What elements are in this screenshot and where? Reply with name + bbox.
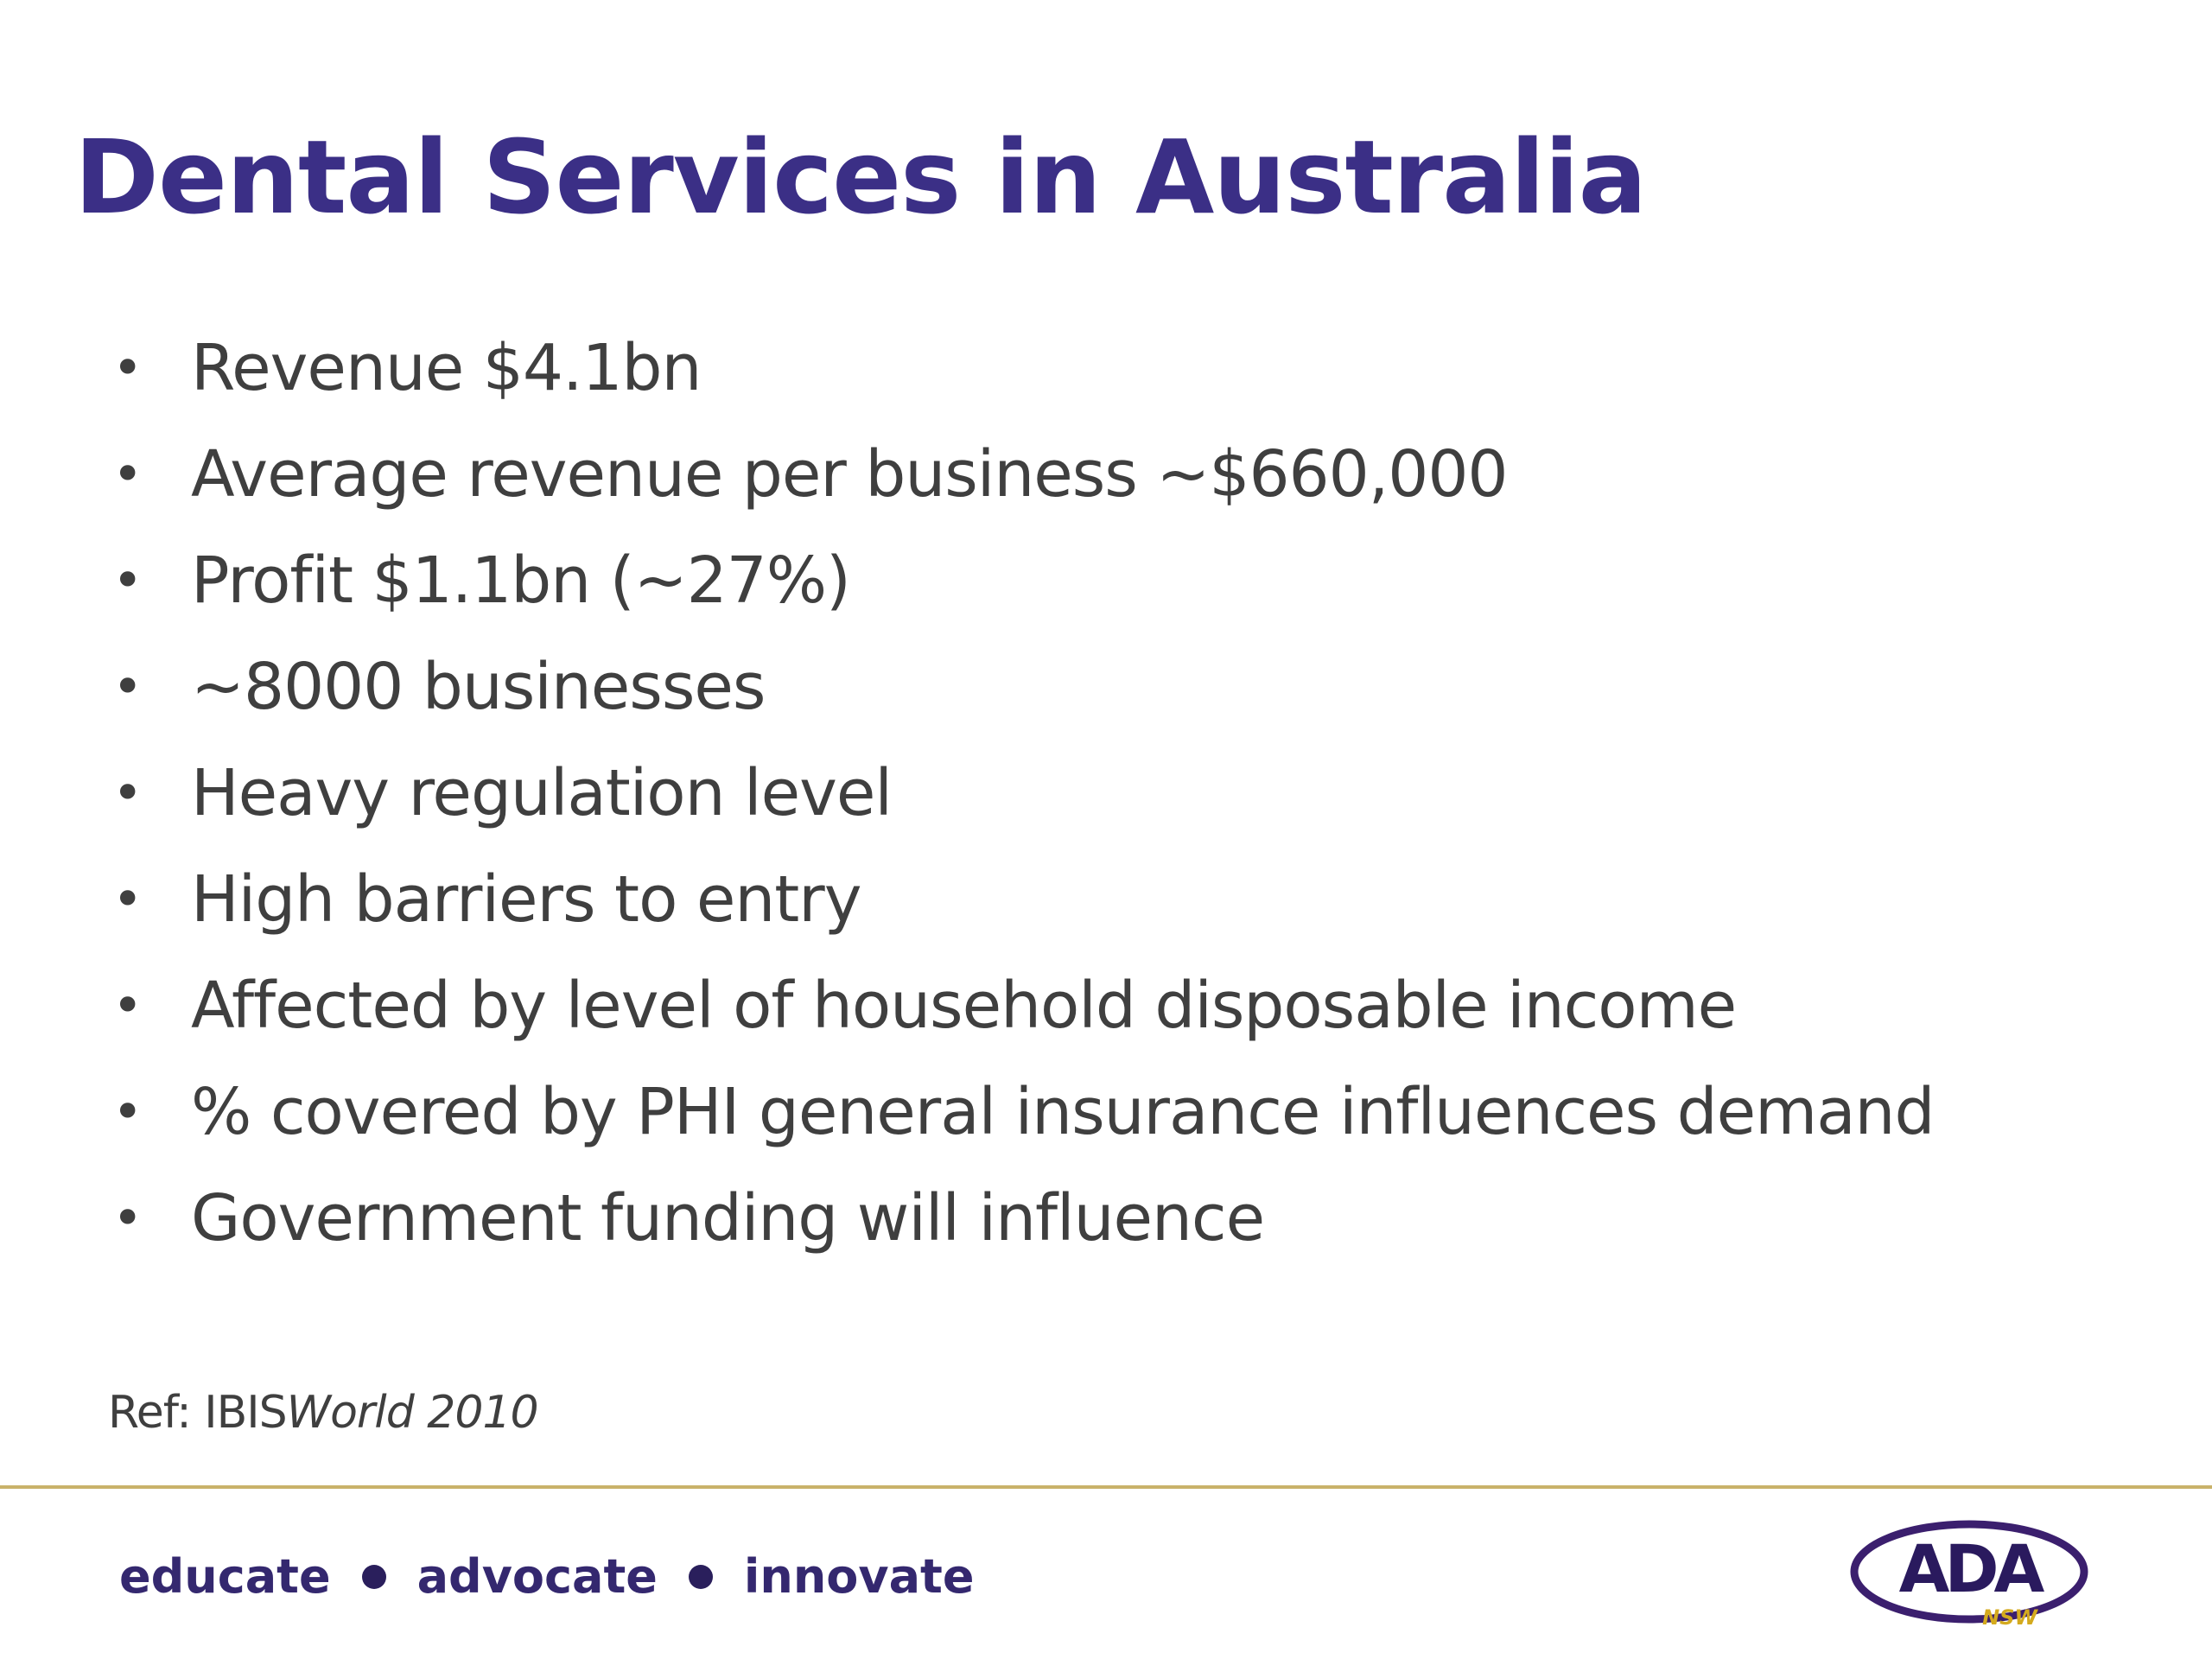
ada-nsw-logo xyxy=(1847,1517,2091,1630)
bullet-text: ~8000 businesses xyxy=(191,650,766,724)
reference-italic: World 2010 xyxy=(286,1387,538,1439)
bullet-text: % covered by PHI general insurance influences demand xyxy=(191,1075,1935,1149)
bullet-text: Heavy regulation level xyxy=(191,756,892,830)
reference-note xyxy=(108,1382,538,1443)
tagline-educate: educate xyxy=(119,1549,331,1604)
separator-dot-icon xyxy=(362,1565,386,1589)
bullet-dot-icon: • xyxy=(112,657,143,717)
footer-divider xyxy=(0,1485,2212,1489)
separator-dot-icon xyxy=(689,1565,713,1589)
bullet-dot-icon: • xyxy=(112,869,143,930)
bullet-text: Revenue $4.1bn xyxy=(191,331,702,405)
bullet-text: High barriers to entry xyxy=(191,862,861,937)
bullet-dot-icon: • xyxy=(112,1188,143,1249)
bullet-text: Average revenue per business ~$660,000 xyxy=(191,437,1508,512)
bullet-dot-icon: • xyxy=(112,976,143,1036)
bullet-dot-icon: • xyxy=(112,444,143,505)
bullet-dot-icon: • xyxy=(112,1082,143,1142)
bullet-text: Government funding will influence xyxy=(191,1181,1265,1255)
tagline-advocate: advocate xyxy=(416,1549,658,1604)
bullet-text: Profit $1.1bn (~27%) xyxy=(191,543,850,618)
slide-title: Dental Services in Australia xyxy=(74,118,1647,237)
bullet-text: Affected by level of household disposable income xyxy=(191,969,1737,1043)
bullet-dot-icon: • xyxy=(112,338,143,398)
bullet-dot-icon: • xyxy=(112,550,143,611)
logo-text: ADA xyxy=(1898,1530,2040,1607)
logo-subtext: NSW xyxy=(1982,1605,2037,1630)
bullet-dot-icon: • xyxy=(112,763,143,823)
reference-prefix: Ref: IBIS xyxy=(108,1387,287,1439)
tagline-innovate: innovate xyxy=(743,1549,975,1604)
footer-tagline xyxy=(119,1547,974,1607)
